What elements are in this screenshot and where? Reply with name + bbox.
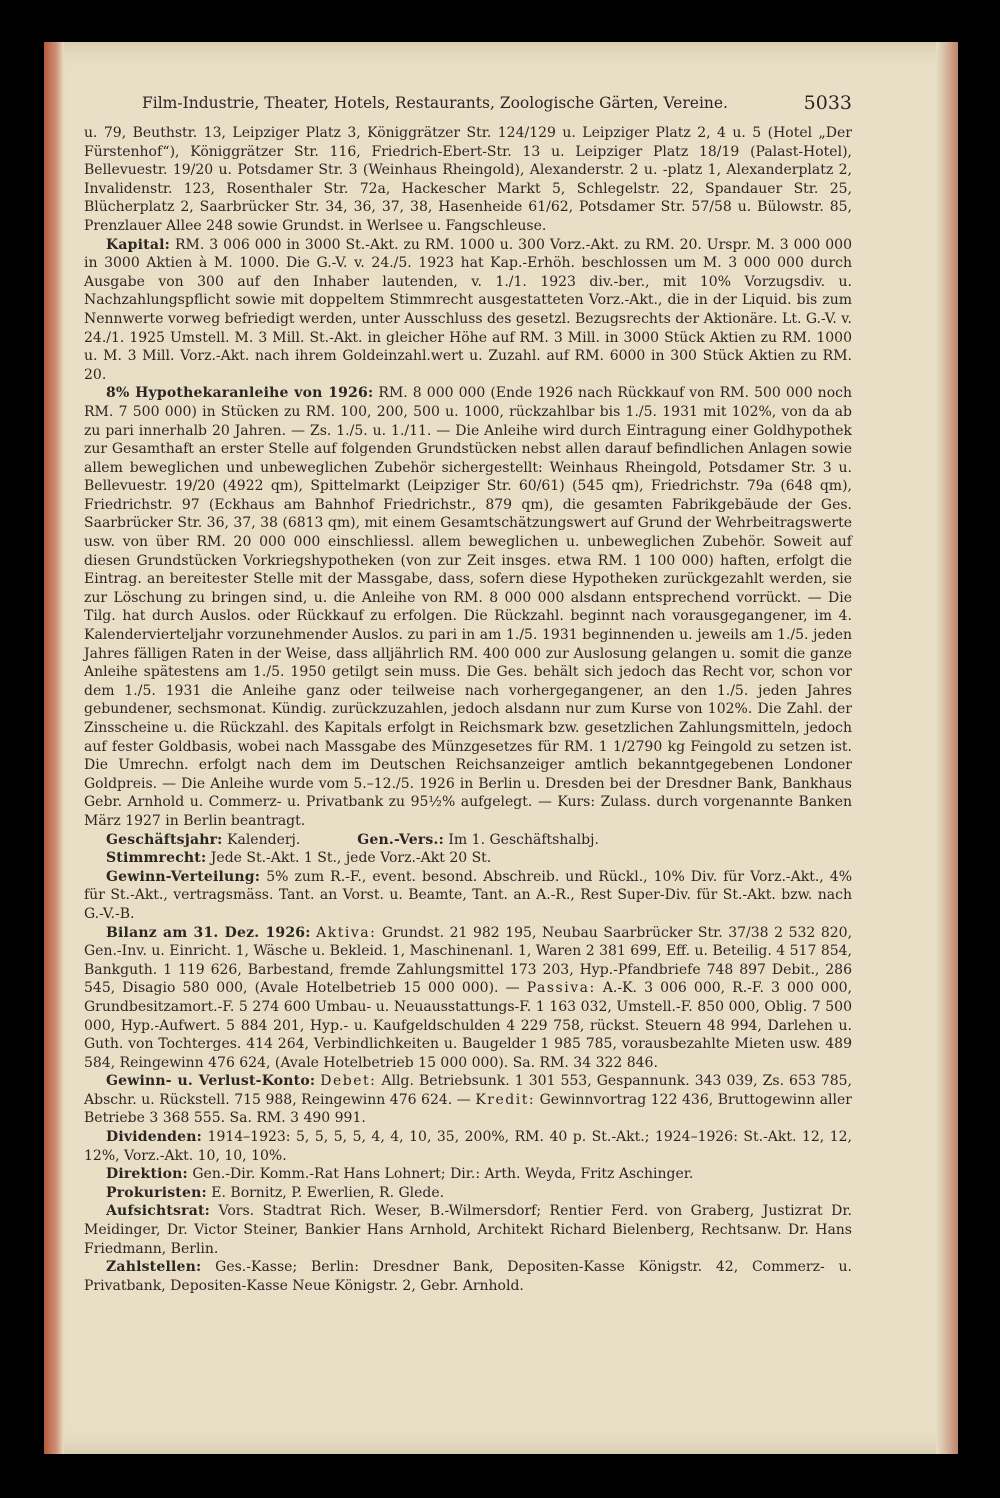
zahlstellen-label: Zahlstellen: (106, 1259, 202, 1276)
aufsichtsrat-text: Vors. Stadtrat Rich. Weser, B.-Wilmersdorf; Rentier Ferd. von Graberg, Justizrat Dr. Meidinger, Dr. Victor Steiner, Bankier Hans Arnhold, Architekt Richard Bielenberg, Rechtsanw. Dr. Hans Friedmann, Berlin. (84, 1203, 852, 1257)
page-binding-edge (44, 42, 64, 1454)
addresses-paragraph (84, 124, 852, 236)
page-number: 5033 (803, 92, 852, 114)
stimmrecht-label: Stimmrecht: (106, 850, 207, 867)
stimmrecht-paragraph (84, 849, 852, 868)
anleihe-text: RM. 8 000 000 (Ende 1926 nach Rückkauf von RM. 500 000 noch RM. 7 500 000) in Stücken zu RM. 100, 200, 500 u. 1000, rückzahlbar bis 1./5. 1931 mit 102%, von da ab zu pari innerhalb 20 Jahren. — Zs. 1./5. u. 1./11. — Die Anleihe wird durch Eintragung einer Goldhypothek zur Gesamthaft an erster Stelle auf folgenden Grundstücken nebst allen darauf befindlichen Anlagen sowie allem beweglichen und unbeweglichen Zubehör sichergestellt: Weinhaus Rheingold, Potsdamer Str. 3 u. Bellevuestr. 19/20 (4922 qm), Spittelmarkt (Leipziger Str. 60/61) (545 qm), Friedrichstr. 79a (648 qm), Friedrichstr. 97 (Eckhaus am Bahnhof Friedrichstr., 879 qm), die gesamten Fabrikgebäude der Ges. Saarbrücker Str. 36, 37, 38 (6813 qm), mit einem Gesamtschätzungswert auf Grund der Wehrbeitragswerte usw. von über RM. 20 000 000 einschliessl. allem beweglichen u. unbeweglichen Zubehör. Soweit auf diesen Grundstücken Vorkriegshypotheken (von zur Zeit insges. etwa RM. 1 100 000) haften, erfolgt die Eintrag. an bereitester Stelle mit der Massgabe, dass, sofern diese Hypotheken zurückgezahlt werden, sie zur Löschung zu bringen sind, u. die Anleihe von RM. 8 000 000 alsdann entsprechend vorrückt. — Die Tilg. hat durch Auslos. oder Rückkauf zu erfolgen. Die Rückzahl. beginnt nach vorausgegangener, im 4. Kalendervierteljahr vorzunehmender Auslos. zu pari in am 1./5. 1931 beginnenden u. jeweils am 1./5. jeden Jahres fälligen Raten in der Weise, dass alljährlich RM. 400 000 zur Auslosung gelangen u. somit die ganze Anleihe spätestens am 1./5. 1950 getilgt sein muss. Die Ges. behält sich jedoch das Recht vor, schon vor dem 1./5. 1931 die Anleihe ganz oder teilweise nach vorhergegangener, an den 1./5. jeden Jahres gebundener, sechsmonat. Kündig. zurückzuzahlen, jedoch alsdann nur zum Kurse von 102%. Die Zahl. der Zinsscheine u. die Rückzahl. des Kapitals erfolgt in Reichsmark bzw. gesetzlichen Zahlungsmitteln, jedoch auf fester Goldbasis, wobei nach Massgabe des Münzgesetzes für RM. 1 1/2790 kg Feingold zu setzen ist. Die Umrechn. erfolgt nach dem im Deutschen Reichsanzeiger amtlich bekanntgegebenen Londoner Goldpreis. — Die Anleihe wurde vom 5.–12./5. 1926 in Berlin u. Dresden bei der Dresdner Bank, Bankhaus Gebr. Arnhold u. Commerz- u. Privatbank zu 95½% aufgelegt. — Kurs: Zulass. durch vorgenannte Banken März 1927 in Berlin beantragt. (84, 385, 852, 829)
aufsichtsrat-label: Aufsichtsrat: (106, 1203, 210, 1220)
prokuristen-text: E. Bornitz, P. Ewerlien, R. Glede. (211, 1184, 445, 1201)
running-header (142, 94, 852, 118)
stimmrecht-text: Jede St.-Akt. 1 St., jede Vorz.-Akt 20 St. (210, 850, 492, 867)
header-title: Film-Industrie, Theater, Hotels, Restaurants, Zoologische Gärten, Vereine. (142, 94, 728, 112)
aktiva-text: Grundst. 21 982 195, Neubau Saarbrücker Str. 37/38 2 532 820, Gen.-Inv. u. Einricht. 1, Wäsche u. Bekleid. 1, Maschinenanl. 1, Waren 2 381 699, Eff. u. Beteilig. 4 517 854, Bankguth. 1 119 626, Barbestand, fremde Zahlungsmittel 173 203, Hyp.-Pfandbriefe 748 897 Debit., 286 545, Disagio 580 000, (Avale Hotelbetrieb 15 000 000). — (84, 924, 853, 997)
dividenden-label: Dividenden: (106, 1129, 203, 1146)
kapital-paragraph (84, 236, 852, 385)
geschaeftsjahr-text: Kalenderj. (227, 831, 301, 848)
dividenden-paragraph (84, 1128, 852, 1165)
bilanz-paragraph (84, 924, 852, 1073)
page-right-edge (936, 42, 958, 1454)
anleihe-label: 8% Hypothekaranleihe von 1926: (106, 385, 374, 402)
gen-vers-text: Im 1. Geschäftshalbj. (448, 831, 599, 848)
debet-text: Allg. Betriebsunk. 1 301 553, Gespannunk. 343 039, Zs. 653 785, Abschr. u. Rückstell. 715 988, Reingewinn 476 624. — (84, 1073, 852, 1108)
addresses-text: u. 79, Beuthstr. 13, Leipziger Platz 3, Königgrätzer Str. 124/129 u. Leipziger Platz 2, 4 u. 5 (Hotel „Der Fürstenhof“), Königgrätzer Str. 116, Friedrich-Ebert-Str. 13 u. Leipziger Platz 18/19 (Palast-Hotel), Bellevuestr. 19/20 u. Potsdamer Str. 3 (Weinhaus Rheingold), Alexanderstr. 2 u. -platz 1, Alexanderplatz 2, Invalidenstr. 123, Rosenthaler Str. 72a, Hackescher Markt 5, Schlegelstr. 22, Spandauer Str. 25, Blücherplatz 2, Saarbrücker Str. 34, 36, 37, 38, Hasenheide 61/62, Potsdamer Str. 57/58 u. Bülowstr. 85, Prenzlauer Allee 248 sowie Grundst. in Werlsee u. Fangschleuse. (84, 125, 852, 234)
passiva-label: Passiva: (526, 980, 596, 997)
guv-paragraph (84, 1072, 852, 1128)
gewinn-verteilung-text: 5% zum R.-F., event. besond. Abschreib. und Rückl., 10% Div. für Vorz.-Akt., 4% für St.-Akt., vertragsmäss. Tant. an Vorst. u. Beamte, Tant. an A.-R., Rest Super-Div. für St.-Akt. bzw. nach G.-V.-B. (84, 868, 853, 922)
debet-label: Debet: (320, 1073, 377, 1090)
company-entry (84, 124, 852, 1295)
direktion-paragraph (84, 1165, 852, 1184)
dividenden-text: 1914–1923: 5, 5, 5, 5, 4, 4, 10, 35, 200%, RM. 40 p. St.-Akt.; 1924–1926: St.-Akt. 12, 12, 12%, Vorz.-Akt. 10, 10, 10%. (84, 1129, 852, 1164)
gen-vers-label: Gen.-Vers.: (357, 831, 444, 848)
guv-label: Gewinn- u. Verlust-Konto: (106, 1073, 316, 1090)
gewinn-verteilung-paragraph (84, 868, 852, 924)
direktion-text: Gen.-Dir. Komm.-Rat Hans Lohnert; Dir.: Arth. Weyda, Fritz Aschinger. (192, 1166, 694, 1183)
aktiva-label: Aktiva: (316, 924, 377, 941)
prokuristen-paragraph (84, 1184, 852, 1203)
geschaeftsjahr-paragraph (84, 831, 852, 850)
kapital-text: RM. 3 006 000 in 3000 St.-Akt. zu RM. 1000 u. 300 Vorz.-Akt. zu RM. 20. Urspr. M. 3 000 000 in 3000 Aktien à M. 1000. Die G.-V. v. 24./5. 1923 hat Kap.-Erhöh. beschlossen um M. 3 000 000 durch Ausgabe von 300 auf den Inhaber lautenden, v. 1./1. 1923 div.-ber., mit 10% Vorzugsdiv. u. Nachzahlungspflicht sowie mit doppeltem Stimmrecht ausgestatteten Vorz.-Akt., die in der Liquid. bis zum Nennwerte vorweg befriedigt werden, unter Ausschluss des gesetzl. Bezugsrechts der Aktionäre. Lt. G.-V. v. 24./1. 1925 Umstell. M. 3 Mill. St.-Akt. in gleicher Höhe auf RM. 3 Mill. in 3000 Stück Aktien zu RM. 1000 u. M. 3 Mill. Vorz.-Akt. nach ihrem Goldeinzahl.wert u. Zuzahl. auf RM. 6000 in 300 Stück Aktien zu RM. 20. (84, 236, 852, 383)
kredit-text: Gewinnvortrag 122 436, Bruttogewinn aller Betriebe 3 368 555. Sa. RM. 3 490 991. (84, 1091, 852, 1127)
prokuristen-label: Prokuristen: (106, 1184, 207, 1201)
kredit-label: Kredit: (475, 1091, 536, 1108)
passiva-text: A.-K. 3 006 000, R.-F. 3 000 000, Grundbesitzamort.-F. 5 274 600 Umbau- u. Neuausstattungs-F. 1 163 032, Umstell.-F. 850 000, Oblig. 7 500 000, Hyp.-Aufwert. 5 884 201, Hyp.- u. Kaufgeldschulden 4 229 758, rückst. Steuern 48 994, Darlehen u. Guth. von Tochterges. 414 264, Verbindlichkeiten u. Baugelder 1 985 785, vorausbezahlte Mieten usw. 489 584, Reingewinn 476 624, (Avale Hotelbetrieb 15 000 000). Sa. RM. 34 322 846. (84, 980, 852, 1071)
aufsichtsrat-paragraph (84, 1202, 852, 1258)
geschaeftsjahr-label: Geschäftsjahr: (106, 831, 223, 848)
kapital-label: Kapital: (106, 236, 170, 253)
zahlstellen-text: Ges.-Kasse; Berlin: Dresdner Bank, Depositen-Kasse Königstr. 42, Commerz- u. Privatbank, Depositen-Kasse Neue Königstr. 2, Gebr. Arnhold. (84, 1259, 852, 1294)
gewinn-verteilung-label: Gewinn-Verteilung: (106, 868, 261, 885)
bilanz-label: Bilanz am 31. Dez. 1926: (106, 924, 311, 941)
anleihe-paragraph (84, 384, 852, 830)
direktion-label: Direktion: (106, 1166, 188, 1183)
zahlstellen-paragraph (84, 1258, 852, 1295)
